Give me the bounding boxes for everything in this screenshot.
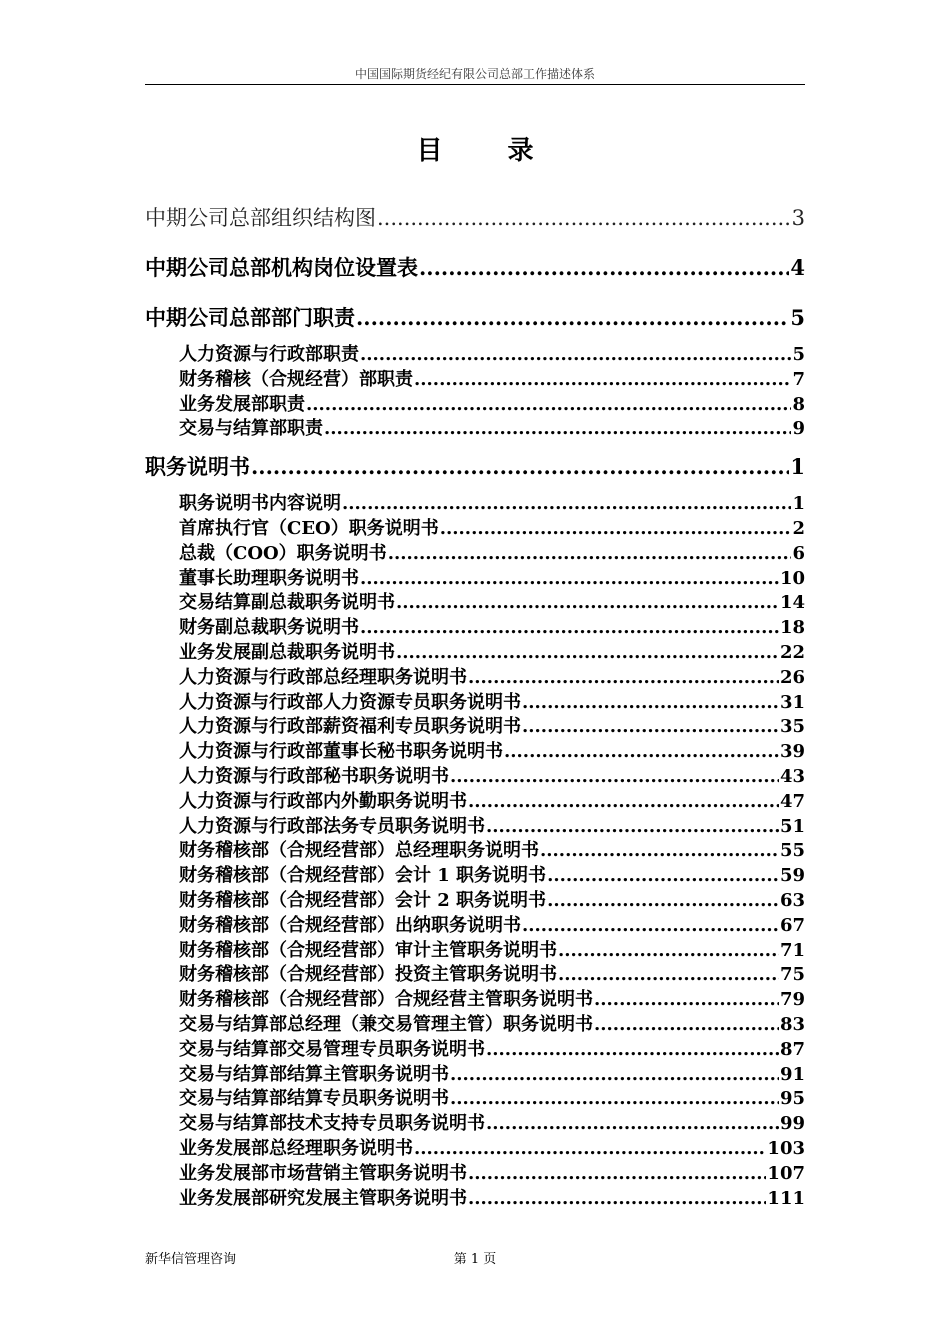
- toc-entry-title: 业务发展部职责: [179, 393, 305, 415]
- toc-entry-title: 财务稽核部（合规经营部）总经理职务说明书: [179, 840, 539, 862]
- toc-entry-page: 26: [779, 666, 805, 688]
- toc-entry-title: 财务稽核部（合规经营部）投资主管职务说明书: [179, 964, 557, 986]
- dot-leader: [414, 368, 791, 393]
- toc-entry-page: 51: [779, 815, 805, 837]
- toc-entry-section[interactable]: [145, 666, 805, 691]
- toc-entry-title: 业务发展部研究发展主管职务说明书: [179, 1187, 467, 1209]
- toc-entry-page: 103: [767, 1137, 805, 1159]
- toc-entry-title: 中期公司总部组织结构图: [145, 206, 376, 230]
- toc-entry-page: 14: [779, 592, 805, 614]
- toc-entry-section[interactable]: [145, 517, 805, 542]
- toc-entry-page: 59: [779, 865, 805, 887]
- dot-leader: [486, 1112, 779, 1137]
- table-of-contents: [145, 205, 805, 1211]
- dot-leader: [360, 616, 779, 641]
- toc-entry-chapter[interactable]: [145, 454, 805, 480]
- dot-leader: [450, 1063, 779, 1088]
- dot-leader: [504, 740, 779, 765]
- toc-entry-page: 8: [792, 393, 805, 415]
- toc-entry-title: 中期公司总部部门职责: [145, 305, 355, 330]
- toc-entry-section[interactable]: [145, 691, 805, 716]
- toc-entry-section[interactable]: [145, 1038, 805, 1063]
- dot-leader: [540, 839, 779, 864]
- toc-entry-title: 中期公司总部机构岗位设置表: [145, 255, 418, 280]
- toc-entry-page: 5: [792, 344, 805, 365]
- dot-leader: [388, 542, 792, 567]
- toc-entry-title: 人力资源与行政部秘书职务说明书: [179, 765, 449, 787]
- toc-entry-title: 人力资源与行政部内外勤职务说明书: [179, 790, 467, 812]
- toc-entry-page: 6: [792, 542, 805, 564]
- toc-entry-title: 人力资源与行政部薪资福利专员职务说明书: [179, 716, 521, 738]
- toc-entry-title: 人力资源与行政部总经理职务说明书: [179, 666, 467, 688]
- toc-entry-section[interactable]: [145, 815, 805, 840]
- toc-entry-chapter[interactable]: [145, 205, 805, 231]
- toc-entry-section[interactable]: [145, 1013, 805, 1038]
- page-header: 中国国际期货经纪有限公司总部工作描述体系: [145, 64, 805, 85]
- toc-entry-title: 交易与结算部结算专员职务说明书: [179, 1088, 449, 1110]
- toc-entry-title: 财务稽核部（合规经营部）审计主管职务说明书: [179, 939, 557, 961]
- toc-entry-page: 31: [779, 691, 805, 713]
- dot-leader: [558, 963, 779, 988]
- toc-entry-section[interactable]: [145, 939, 805, 964]
- toc-entry-title: 财务副总裁职务说明书: [179, 617, 359, 639]
- toc-entry-page: 1: [790, 454, 805, 480]
- dot-leader: [468, 1162, 766, 1187]
- toc-entry-section[interactable]: [145, 864, 805, 889]
- dot-leader: [356, 305, 789, 331]
- toc-entry-section[interactable]: [145, 765, 805, 790]
- toc-entry-section[interactable]: [145, 839, 805, 864]
- toc-entry-section[interactable]: [145, 715, 805, 740]
- toc-entry-title: 财务稽核部（合规经营部）会计 1 职务说明书: [179, 865, 547, 887]
- dot-leader: [486, 815, 779, 840]
- toc-entry-section[interactable]: [145, 1087, 805, 1112]
- toc-entry-page: 75: [779, 964, 805, 986]
- toc-entry-page: 43: [779, 765, 805, 787]
- footer-company: 新华信管理咨询: [145, 1252, 237, 1267]
- toc-entry-section[interactable]: [145, 1187, 805, 1212]
- dot-leader: [558, 939, 779, 964]
- toc-entry-section[interactable]: [145, 914, 805, 939]
- toc-entry-section[interactable]: [145, 417, 805, 442]
- dot-leader: [547, 889, 779, 914]
- footer-page-number: 第 1 页: [453, 1252, 497, 1267]
- dot-leader: [450, 765, 779, 790]
- toc-entry-page: 1: [792, 493, 805, 515]
- toc-entry-title: 交易结算副总裁职务说明书: [179, 592, 395, 614]
- dot-leader: [522, 691, 779, 716]
- toc-entry-title: 业务发展部总经理职务说明书: [179, 1137, 413, 1159]
- dot-leader: [251, 454, 789, 480]
- dot-leader: [414, 1137, 766, 1162]
- toc-entry-section[interactable]: [145, 591, 805, 616]
- toc-entry-section[interactable]: [145, 542, 805, 567]
- toc-entry-chapter[interactable]: [145, 305, 805, 331]
- toc-entry-page: 3: [791, 206, 805, 230]
- toc-entry-title: 交易与结算部职责: [179, 418, 323, 440]
- toc-entry-page: 10: [779, 567, 805, 589]
- page-title: 目 录: [416, 136, 562, 166]
- toc-entry-page: 111: [767, 1187, 805, 1209]
- toc-entry-page: 91: [779, 1063, 805, 1085]
- toc-entry-title: 总裁（COO）职务说明书: [179, 542, 387, 564]
- toc-entry-title: 财务稽核部（合规经营部）出纳职务说明书: [179, 914, 521, 936]
- toc-entry-page: 55: [779, 840, 805, 862]
- toc-entry-section[interactable]: [145, 963, 805, 988]
- dot-leader: [468, 790, 779, 815]
- toc-entry-page: 71: [779, 939, 805, 961]
- dot-leader: [377, 205, 791, 231]
- toc-entry-title: 人力资源与行政部人力资源专员职务说明书: [179, 691, 521, 713]
- toc-entry-title: 职务说明书: [145, 454, 250, 480]
- toc-entry-section[interactable]: [145, 740, 805, 765]
- toc-entry-title: 业务发展副总裁职务说明书: [179, 641, 395, 663]
- toc-entry-page: 95: [779, 1088, 805, 1110]
- toc-entry-section[interactable]: [145, 393, 805, 418]
- dot-leader: [342, 492, 791, 517]
- toc-entry-title: 董事长助理职务说明书: [179, 567, 359, 589]
- toc-entry-page: 83: [779, 1013, 805, 1035]
- toc-entry-section[interactable]: [145, 368, 805, 393]
- toc-entry-title: 职务说明书内容说明: [179, 493, 341, 515]
- toc-entry-title: 人力资源与行政部董事长秘书职务说明书: [179, 741, 503, 763]
- dot-leader: [360, 567, 779, 592]
- dot-leader: [450, 1087, 779, 1112]
- dot-leader: [522, 715, 779, 740]
- toc-entry-title: 交易与结算部交易管理专员职务说明书: [179, 1038, 485, 1060]
- dot-leader: [594, 988, 779, 1013]
- toc-entry-page: 107: [767, 1162, 805, 1184]
- toc-entry-title: 首席执行官（CEO）职务说明书: [179, 517, 439, 539]
- toc-entry-section[interactable]: [145, 567, 805, 592]
- dot-leader: [419, 255, 789, 281]
- dot-leader: [547, 864, 779, 889]
- toc-entry-title: 业务发展部市场营销主管职务说明书: [179, 1162, 467, 1184]
- toc-entry-page: 63: [779, 889, 805, 911]
- toc-entry-section[interactable]: [145, 1137, 805, 1162]
- toc-entry-title: 财务稽核部（合规经营部）会计 2 职务说明书: [179, 889, 547, 911]
- toc-entry-section[interactable]: [145, 616, 805, 641]
- dot-leader: [468, 666, 779, 691]
- toc-entry-page: 67: [779, 914, 805, 936]
- dot-leader: [324, 417, 791, 442]
- dot-leader: [396, 591, 779, 616]
- toc-entry-page: 5: [790, 305, 805, 330]
- toc-entry-section[interactable]: [145, 1162, 805, 1187]
- dot-leader: [396, 641, 779, 666]
- dot-leader: [468, 1187, 766, 1212]
- dot-leader: [522, 914, 779, 939]
- dot-leader: [594, 1013, 779, 1038]
- toc-entry-page: 18: [779, 617, 805, 639]
- toc-entry-section[interactable]: [145, 641, 805, 666]
- toc-entry-title: 人力资源与行政部职责: [179, 344, 359, 365]
- toc-entry-page: 7: [792, 368, 805, 390]
- dot-leader: [306, 393, 791, 418]
- toc-entry-section[interactable]: [145, 343, 805, 368]
- toc-entry-title: 交易与结算部总经理（兼交易管理主管）职务说明书: [179, 1013, 593, 1035]
- toc-entry-section[interactable]: [145, 1063, 805, 1088]
- toc-entry-page: 39: [779, 741, 805, 763]
- dot-leader: [486, 1038, 779, 1063]
- dot-leader: [440, 517, 792, 542]
- toc-entry-section[interactable]: [145, 1112, 805, 1137]
- toc-entry-page: 4: [790, 255, 805, 280]
- toc-entry-title: 人力资源与行政部法务专员职务说明书: [179, 815, 485, 837]
- toc-entry-section[interactable]: [145, 790, 805, 815]
- toc-entry-chapter[interactable]: [145, 255, 805, 281]
- toc-entry-page: 99: [779, 1113, 805, 1135]
- toc-entry-page: 2: [792, 517, 805, 539]
- toc-entry-page: 79: [779, 989, 805, 1011]
- toc-entry-section[interactable]: [145, 988, 805, 1013]
- toc-entry-title: 交易与结算部技术支持专员职务说明书: [179, 1113, 485, 1135]
- toc-entry-page: 9: [792, 418, 805, 440]
- toc-entry-page: 22: [779, 641, 805, 663]
- toc-entry-section[interactable]: [145, 492, 805, 517]
- toc-entry-section[interactable]: [145, 889, 805, 914]
- toc-entry-title: 财务稽核（合规经营）部职责: [179, 368, 413, 390]
- toc-entry-page: 35: [779, 716, 805, 738]
- toc-entry-page: 87: [779, 1038, 805, 1060]
- toc-entry-title: 财务稽核部（合规经营部）合规经营主管职务说明书: [179, 989, 593, 1011]
- toc-entry-title: 交易与结算部结算主管职务说明书: [179, 1063, 449, 1085]
- dot-leader: [360, 343, 791, 368]
- toc-entry-page: 47: [779, 790, 805, 812]
